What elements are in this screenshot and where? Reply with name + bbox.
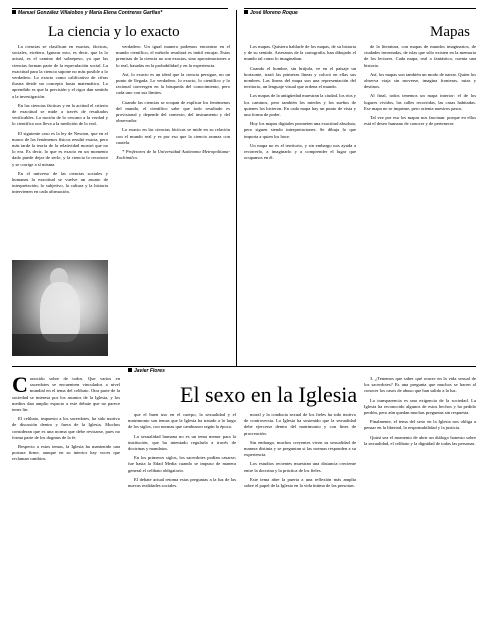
paragraph: El siguiente caso es la ley de Newton, que en el marco de los fenómenos físicos resultó exacta, pero más tarde la teoría de la relatividad mostró que no lo era. Es decir, lo que es exacto en un momento dado puede dejar de serlo, y la ciencia lo reconoce y se corrige a sí misma. (12, 130, 108, 167)
paragraph: Finalmente, el tema del sexo en la Iglesia nos obliga a pensar en la libertad, la responsabilidad y la justicia. (364, 419, 476, 431)
paragraph: Así, los mapas son también un modo de narrar. Quien los observa viaja sin moverse, imagina fronteras, rutas y destinos. (364, 71, 476, 90)
paragraph: que el buen uso en el cuerpo, la sexualidad y el matrimonio son temas que la Iglesia ha tratado a lo largo de los siglos, con normas que cambiaron según la época. (128, 412, 236, 430)
paragraph: Sin embargo, muchos creyentes viven su sexualidad de manera distinta y se preguntan si las normas responden a su experiencia. (244, 439, 356, 458)
paragraph: Respecto a estos temas, la Iglesia ha mantenido una postura firme, aunque en su interior hay voces que reclaman cambios. (12, 444, 120, 462)
paragraph: Un mapa no es el territorio, y sin embargo nos ayuda a recorrerlo, a imaginarlo y a comprender el lugar que ocupamos en él. (244, 142, 356, 161)
paragraph: Quizá sea el momento de abrir un diálogo honesto sobre la sexualidad, el celibato y la dignidad de todas las personas. (364, 434, 476, 446)
paragraph: La transparencia es una exigencia de la sociedad. La Iglesia ha reconocido algunos de estos hechos y ha pedido perdón, pero aún quedan muchas preguntas sin respuesta. (364, 397, 476, 416)
author-bottom-text: Javier Flores (134, 368, 165, 374)
paragraph: La ciencias se clasifican en exactas, fácticas, sociales, etcétera. Ignorar esto, es decir, que la lo actual, es el camino del sobrepeso, ya que las ciencias forman parte de la especulación social. La exactitud para la ciencia supone no más posible a lo verdadero. Lo exacto como calificativo de cifras ilustra desde un concepto hasta matemático. Lo aprendido es que la precisión y el rigor dan sentido a la investigación. (12, 44, 108, 99)
paragraph: 3. ¿Tenemos que saber qué ocurre en la vida sexual de los sacerdotes? Es una pregunta que muchos se hacen al conocer los casos de abuso que han salido a la luz. (364, 376, 476, 394)
paragraph-with-dropcap (12, 376, 120, 413)
sexo-col-3 (244, 412, 356, 628)
paragraph: moral y la conducta sexual de los fieles ha sido motivo de controversia. La Iglesia ha sostenido que la sexualidad debe ejercerse dentro del matrimonio y con fines de procreación. (244, 412, 356, 436)
square-bullet-icon (12, 10, 16, 14)
sexo-col-4 (364, 376, 476, 628)
article-title-sexo: El sexo en la Iglesia (180, 382, 358, 407)
article-title-ciencia: La ciencia y lo exacto (48, 24, 180, 40)
author-left-text: Manuel González Villalobos y María Elena Contreras Garfias* (18, 10, 163, 16)
author-right (244, 10, 298, 16)
mapas-col-2 (364, 44, 476, 356)
paragraph: En los primeros siglos, los sacerdotes podían casarse; fue hasta la Edad Media cuando se impuso de manera general el celibato obligatorio. (128, 455, 236, 473)
author-right-text: José Moreno Roque (250, 10, 298, 16)
paragraph: Los estudios recientes muestran una distancia creciente entre la doctrina y la práctica de los fieles. (244, 461, 356, 473)
author-bottom (128, 368, 165, 374)
paragraph: Al final, todos tenemos un mapa interior: el de los lugares vividos, las calles recorridas, las casas habitadas. Ese mapa no se imprime, pero orienta nuestros pasos. (364, 93, 476, 111)
paragraph: Lo exacto en las ciencias fácticas se mide en su relación con el mundo real y es por eso que la ciencia avanza con cautela. (116, 127, 230, 145)
column-divider (236, 10, 237, 366)
paragraph: Cuando las ciencias se ocupan de explicar los fenómenos del mundo, el científico sabe que todo resultado es provisional y depende del contexto, del instrumento y del observador. (116, 99, 230, 124)
top-rule-left (12, 8, 228, 9)
photo-figure-body (40, 282, 80, 342)
paragraph: verdadero. Un igual manera podemos encontrar en el mundo científico, el método resultará es inútil encajar. Estas premisas de la ciencia no son exactas, sino aproximaciones a lo real, basadas en la probabilidad y en la experiencia. (116, 44, 230, 68)
square-bullet-icon (244, 10, 248, 14)
paragraph: Hoy los mapas digitales prometen una exactitud absoluta, pero siguen siendo interpretaciones. Se dibuja lo que importa a quien los hace. (244, 121, 356, 139)
paragraph: El celibato, impuesto a los sacerdotes, ha sido motivo de discusión dentro y fuera de la Iglesia. Muchos consideran que es una norma que debe revisarse, pues no forma parte de los dogmas de la fe. (12, 416, 120, 440)
paragraph: Cuando el hombre, sin brújula, ve en el paisaje un horizonte, trazó las primeras líneas y colocó en ellas sus nombres. Las líneas del mapa son una representación del territorio, un lenguaje visual que ordena el mundo. (244, 65, 356, 90)
photo-shadow (12, 334, 108, 356)
paragraph: El debate actual retoma estas preguntas a la luz de las nuevas realidades sociales. (128, 476, 236, 489)
paragraph-text: onocido sobre de todos. Que varios en sacerdotes se encuentren vinculados a nivel mundial en el tema del celibato. Otra parte de la sociedad se interesa por los asuntos de la Iglesia, y los medios dan amplio espacio a este debate que no parece tener fin. (12, 376, 120, 413)
sexo-col-1 (12, 376, 120, 628)
paragraph: Así, lo exacto es un ideal que la ciencia persigue, no un punto de llegada. Lo verdadero, lo exacto, lo científico y lo racional convergen en la búsqueda del conocimiento, pero cada uno con sus límites. (116, 71, 230, 96)
paragraph: Tal vez por eso los mapas nos fascinan: porque en ellos está el deseo humano de conocer y de pertenecer. (364, 115, 476, 127)
mapas-col-1 (244, 44, 356, 356)
author-left (12, 10, 162, 16)
paragraph: En el universo de las ciencias sociales y humanas la exactitud se vuelve un asunto de interpretación; lo subjetivo, la cultura y la historia intervienen en cada afirmación. (12, 170, 108, 195)
drop-cap: C (12, 376, 28, 397)
article-photo (12, 260, 108, 356)
square-bullet-icon (128, 368, 132, 372)
sexo-col-2 (128, 412, 236, 628)
paragraph: Los mapas de la antigüedad muestran la ciudad, los ríos y los caminos, pero también los miedos y los sueños de quienes los hicieron. En cada mapa hay un punto de vista y una forma de poder. (244, 93, 356, 118)
bottom-rule (12, 366, 476, 367)
ciencia-col-1 (12, 44, 108, 256)
top-rule-right (244, 8, 476, 9)
ciencia-col-2 (116, 44, 230, 356)
paragraph: La sexualidad humana no es un tema menor para la institución, que ha intentado regularla a través de doctrinas y mandatos. (128, 433, 236, 452)
article-title-mapas: Mapas (430, 24, 470, 40)
paragraph: En las ciencias fácticas y en la actitud el criterio de exactitud se mide a través de resultados verificables. La noción de lo cercano a la verdad y lo científico nos lleva a la medición de lo real. (12, 102, 108, 127)
paragraph: Los mapas. Quisiera hablarle de los mapas, de su historia y de su sentido. Artesanos de la cartografía, han dibujado el mundo tal como lo imaginaban. (244, 44, 356, 62)
paragraph: Este tema abre la puerta a una reflexión más amplia sobre el papel de la Iglesia en la vida íntima de las personas. (244, 476, 356, 489)
paragraph: de la literatura, con mapas de mundos imaginarios, de ciudades inventadas, de islas que sólo existen en la memoria de los lectores. Cada mapa, real o fantástico, cuenta una historia. (364, 44, 476, 68)
footnote: * Profesores de la Universidad Autónoma Metropolitana-Xochimilco. (116, 149, 230, 161)
